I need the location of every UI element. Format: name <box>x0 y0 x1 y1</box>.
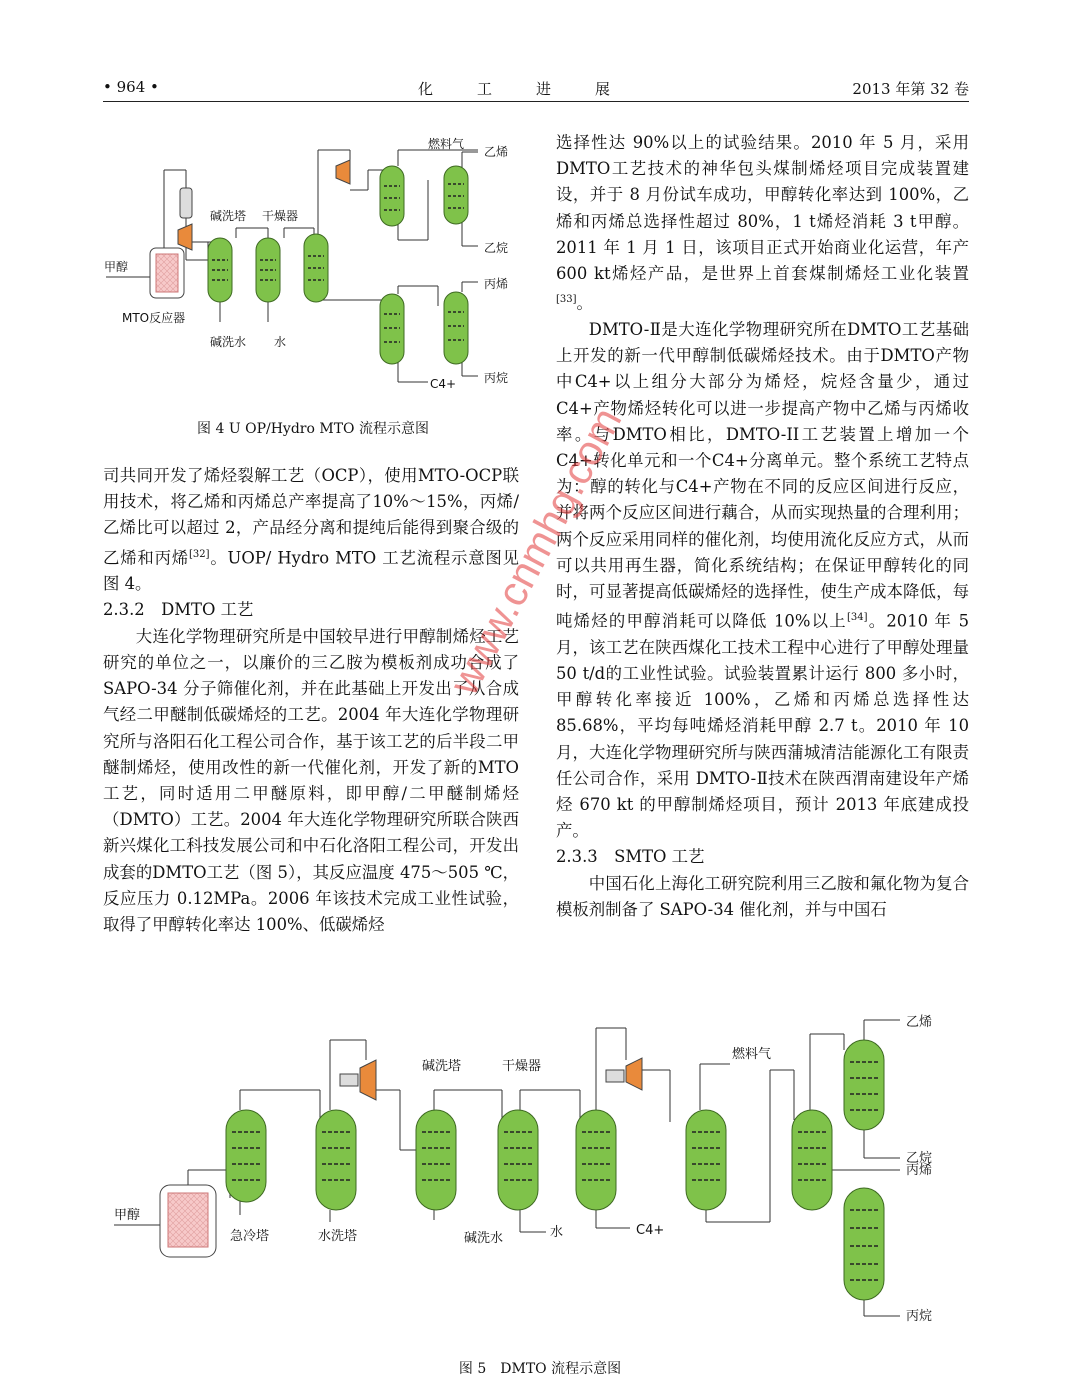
label-reactor: MTO反应器 <box>122 311 186 325</box>
right-paragraph-1: 选择性达 90%以上的试验结果。2010 年 5 月，采用DMTO工艺技术的神华包头煤制烯烃项目完成装置建设，并于 8 月份试车成功，甲醇转化率达到 100%，乙烯和丙烯总选择性超过 80%，1 t烯烃消耗 3 t甲醇。2011 年 1 月 1 日，该项目正式开始商业化运营，年产 600 kt烯烃产品，是世界上首套煤制烯烃工业化装置[33]。 <box>556 133 969 313</box>
label-caustic-water: 碱洗水 <box>210 335 247 349</box>
fig5-label-c4: C4+ <box>636 1223 665 1238</box>
watermark: www.cnmhg.com <box>440 399 631 703</box>
label-caustic-tower: 碱洗塔 <box>210 209 247 223</box>
label-water: 水 <box>274 335 287 349</box>
fig5-label-propylene: 丙烯 <box>906 1163 933 1178</box>
label-propylene: 丙烯 <box>484 277 509 291</box>
page-number: • 964 • <box>103 78 159 96</box>
label-methanol: 甲醇 <box>104 260 129 274</box>
section-2-3-3: 2.3.3 SMTO 工艺 <box>556 847 705 867</box>
label-propane: 丙烷 <box>484 371 509 385</box>
fig5-label-water: 水 <box>550 1225 564 1240</box>
journal-title: 化工进展 <box>417 80 654 98</box>
running-header <box>103 78 969 102</box>
label-c4: C4+ <box>430 377 457 391</box>
fig5-label-ethylene: 乙烯 <box>906 1015 933 1030</box>
left-paragraph-1: 司共同开发了烯烃裂解工艺（OCP），使用MTO-OCP联用技术，将乙烯和丙烯总产率提高了10%～15%，丙烯/乙烯比可以超过 2，产品经分离和提纯后能得到聚合级的乙烯和丙烯[32]。UOP/ Hydro MTO 工艺流程示意图见图 4。 <box>103 466 520 594</box>
volume-info: 2013 年第 32 卷 <box>852 80 969 98</box>
figure-4-diagram <box>98 130 530 402</box>
label-dryer: 干燥器 <box>262 209 299 223</box>
fig5-label-dryer: 干燥器 <box>502 1059 542 1074</box>
figure-5-diagram <box>110 1010 960 1330</box>
section-2-3-2: 2.3.2 DMTO 工艺 <box>103 600 254 620</box>
label-fuel-gas: 燃料气 <box>428 137 465 151</box>
header-rule <box>103 101 969 102</box>
fig5-label-ethane: 乙烷 <box>906 1151 933 1166</box>
fig5-label-water-wash: 水洗塔 <box>318 1229 358 1244</box>
figure-5-caption: 图 5 DMTO 流程示意图 <box>458 1361 622 1377</box>
label-ethylene: 乙烯 <box>484 145 509 159</box>
right-column <box>556 130 969 923</box>
right-paragraph-2: DMTO-Ⅱ是大连化学物理研究所在DMTO工艺基础上开发的新一代甲醇制低碳烯烃技术。由于DMTO产物中C4+以上组分大部分为烯烃，烷烃含量少，通过C4+产物烯烃转化可以进一步提高产物中乙烯与丙烯收率。与DMTO相比，DMTO-II工艺装置上增加一个C4+转化单元和一个C4+分离单元。整个系统工艺特点为：醇的转化与C4+产物在不同的反应区间进行反应，并将两个反应区间进行藕合，从而实现热量的合理利用；两个反应采用同样的催化剂，均使用流化反应方式，从而可以共用再生器，简化系统结构；在保证甲醇转化的同时，可显著提高低碳烯烃的选择性，使生产成本降低，每吨烯烃的甲醇消耗可以降低 10%以上[34]。2010 年 5 月，该工艺在陕西煤化工技术工程中心进行了甲醇处理量 50 t/d的工业性试验。试验装置累计运行 800 多小时，甲醇转化率接近 100%，乙烯和丙烯总选择性达 85.68%，平均每吨烯烃消耗甲醇 2.7 t。2010 年 10 月，大连化学物理研究所与陕西蒲城清洁能源化工有限责任公司合作，采用 DMTO-Ⅱ技术在陕西渭南建设年产烯烃 670 kt 的甲醇制烯烃项目，预计 2013 年底建成投产。 <box>556 319 970 841</box>
fig5-label-propane: 丙烷 <box>906 1309 933 1324</box>
left-column <box>103 463 519 938</box>
right-paragraph-3: 中国石化上海化工研究院利用三乙胺和氟化物为复合模板剂制备了 SAPO-34 催化剂，并与中国石 <box>556 873 969 919</box>
fig5-label-methanol: 甲醇 <box>114 1208 141 1223</box>
fig5-label-caustic-water: 碱洗水 <box>464 1231 504 1246</box>
figure-4-caption: 图 4 U OP/Hydro MTO 流程示意图 <box>197 421 429 437</box>
label-ethane: 乙烷 <box>484 241 509 255</box>
left-paragraph-2: 大连化学物理研究所是中国较早进行甲醇制烯烃工艺研究的单位之一，以廉价的三乙胺为模板剂成功合成了SAPO-34 分子筛催化剂，并在此基础上开发出了从合成气经二甲醚制低碳烯烃的工艺。2004 年大连化学物理研究所与洛阳石化工程公司合作，基于该工艺的后半段二甲醚制烯烃，使用改性的新一代催化剂，开发了新的MTO工艺，同时适用二甲醚原料，即甲醇/二甲醚制烯烃（DMTO）工艺。2004 年大连化学物理研究所联合陕西新兴煤化工科技发展公司和中石化洛阳工程公司，开发出成套的DMTO工艺（图 5），其反应温度 475～505 ℃，反应压力 0.12MPa。2006 年该技术完成工业性试验，取得了甲醇转化率达 100%、低碳烯烃 <box>103 626 519 934</box>
fig5-label-fuel-gas: 燃料气 <box>732 1047 772 1062</box>
fig5-label-caustic-tower: 碱洗塔 <box>422 1059 462 1074</box>
fig5-label-quench: 急冷塔 <box>230 1229 270 1244</box>
